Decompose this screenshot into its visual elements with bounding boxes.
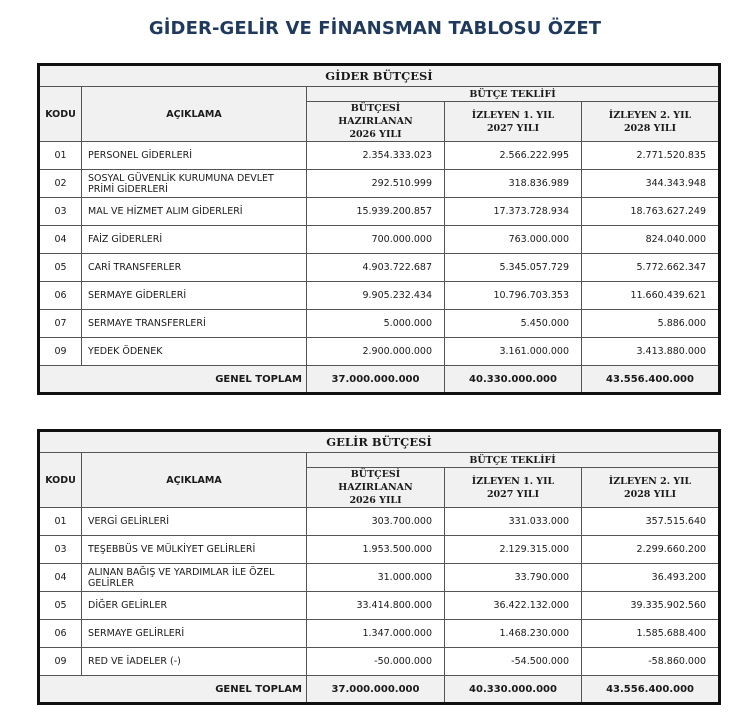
- cell-description: MAL VE HİZMET ALIM GİDERLERİ: [82, 198, 307, 226]
- cell-description: PERSONEL GİDERLERİ: [82, 142, 307, 170]
- cell-2028: 2.771.520.835: [582, 142, 720, 170]
- cell-2026: 9.905.232.434: [307, 282, 445, 310]
- cell-2026: 2.354.333.023: [307, 142, 445, 170]
- cell-2028: 36.493.200: [582, 564, 720, 592]
- cell-description: RED VE İADELER (-): [82, 648, 307, 676]
- table-row: [39, 620, 720, 648]
- cell-2027: 3.161.000.000: [445, 338, 582, 366]
- header-line: İZLEYEN 1. YIL: [471, 475, 555, 487]
- header-line: 2028 YILI: [623, 488, 677, 500]
- cell-2027: 331.033.000: [445, 508, 582, 536]
- cell-code: 01: [39, 142, 82, 170]
- cell-2028: 357.515.640: [582, 508, 720, 536]
- table-row: [39, 648, 720, 676]
- cell-2026: 31.000.000: [307, 564, 445, 592]
- column-header-2027: [445, 468, 582, 508]
- total-2026: 37.000.000.000: [307, 366, 445, 394]
- table-title: GELİR BÜTÇESİ: [39, 431, 720, 453]
- table-row: [39, 282, 720, 310]
- cell-2026: 33.414.800.000: [307, 592, 445, 620]
- cell-2027: 10.796.703.353: [445, 282, 582, 310]
- cell-description: TEŞEBBÜS VE MÜLKİYET GELİRLERİ: [82, 536, 307, 564]
- table-row: [39, 254, 720, 282]
- total-2026: 37.000.000.000: [307, 676, 445, 704]
- header-line: 2028 YILI: [623, 122, 677, 134]
- column-header-2026: [307, 102, 445, 142]
- cell-code: 03: [39, 536, 82, 564]
- table-row: [39, 338, 720, 366]
- gider-butcesi-table: [37, 63, 721, 395]
- cell-code: 03: [39, 198, 82, 226]
- cell-2027: 1.468.230.000: [445, 620, 582, 648]
- cell-code: 04: [39, 226, 82, 254]
- total-2028: 43.556.400.000: [582, 676, 720, 704]
- cell-description: VERGİ GELİRLERİ: [82, 508, 307, 536]
- cell-2028: 11.660.439.621: [582, 282, 720, 310]
- cell-2027: 5.450.000: [445, 310, 582, 338]
- cell-2027: 318.836.989: [445, 170, 582, 198]
- total-row: [39, 676, 720, 704]
- cell-2028: 344.343.948: [582, 170, 720, 198]
- cell-2027: 36.422.132.000: [445, 592, 582, 620]
- table-row: [39, 508, 720, 536]
- cell-description: FAİZ GİDERLERİ: [82, 226, 307, 254]
- cell-2026: -50.000.000: [307, 648, 445, 676]
- total-row: [39, 366, 720, 394]
- table-row: [39, 198, 720, 226]
- column-header-2028: [582, 468, 720, 508]
- cell-code: 06: [39, 620, 82, 648]
- cell-code: 05: [39, 254, 82, 282]
- cell-2027: 2.566.222.995: [445, 142, 582, 170]
- cell-2028: 18.763.627.249: [582, 198, 720, 226]
- table-row: [39, 536, 720, 564]
- total-2027: 40.330.000.000: [445, 676, 582, 704]
- cell-2028: 39.335.902.560: [582, 592, 720, 620]
- column-header-2027: [445, 102, 582, 142]
- cell-code: 09: [39, 648, 82, 676]
- cell-2026: 15.939.200.857: [307, 198, 445, 226]
- cell-code: 07: [39, 310, 82, 338]
- column-header-kodu: KODU: [39, 87, 82, 142]
- cell-2027: 5.345.057.729: [445, 254, 582, 282]
- table-row: [39, 170, 720, 198]
- cell-2028: 5.886.000: [582, 310, 720, 338]
- cell-2027: 763.000.000: [445, 226, 582, 254]
- cell-description: CARİ TRANSFERLER: [82, 254, 307, 282]
- cell-code: 01: [39, 508, 82, 536]
- cell-code: 09: [39, 338, 82, 366]
- header-line: 2026 YILI: [349, 495, 402, 506]
- cell-description: DİĞER GELİRLER: [82, 592, 307, 620]
- cell-code: 04: [39, 564, 82, 592]
- cell-2026: 292.510.999: [307, 170, 445, 198]
- cell-2028: 2.299.660.200: [582, 536, 720, 564]
- cell-code: 05: [39, 592, 82, 620]
- total-2028: 43.556.400.000: [582, 366, 720, 394]
- page-title: GİDER-GELİR VE FİNANSMAN TABLOSU ÖZET: [148, 18, 602, 39]
- column-group-butce-teklifi: BÜTÇE TEKLİFİ: [307, 87, 720, 102]
- cell-description: SERMAYE TRANSFERLERİ: [82, 310, 307, 338]
- total-label: GENEL TOPLAM: [39, 676, 307, 704]
- header-line: BÜTÇESİ HAZIRLANAN: [338, 103, 413, 127]
- column-header-kodu: KODU: [39, 453, 82, 508]
- column-header-aciklama: AÇIKLAMA: [82, 453, 307, 508]
- cell-2026: 5.000.000: [307, 310, 445, 338]
- table-row: [39, 226, 720, 254]
- cell-code: 02: [39, 170, 82, 198]
- cell-2027: -54.500.000: [445, 648, 582, 676]
- cell-2027: 33.790.000: [445, 564, 582, 592]
- header-line: İZLEYEN 2. YIL: [608, 109, 692, 121]
- table-row: [39, 142, 720, 170]
- cell-code: 06: [39, 282, 82, 310]
- cell-2028: 3.413.880.000: [582, 338, 720, 366]
- cell-2027: 2.129.315.000: [445, 536, 582, 564]
- column-header-aciklama: AÇIKLAMA: [82, 87, 307, 142]
- header-line: 2027 YILI: [486, 488, 540, 500]
- cell-description: SOSYAL GÜVENLİK KURUMUNA DEVLET PRİMİ GİDERLERİ: [82, 170, 307, 198]
- cell-2028: 5.772.662.347: [582, 254, 720, 282]
- cell-2026: 700.000.000: [307, 226, 445, 254]
- column-header-2026: [307, 468, 445, 508]
- table-row: [39, 310, 720, 338]
- header-line: 2026 YILI: [349, 129, 402, 140]
- cell-2028: 1.585.688.400: [582, 620, 720, 648]
- header-line: 2027 YILI: [486, 122, 540, 134]
- gelir-butcesi-table: [37, 429, 721, 705]
- cell-2027: 17.373.728.934: [445, 198, 582, 226]
- column-group-butce-teklifi: BÜTÇE TEKLİFİ: [307, 453, 720, 468]
- cell-2026: 1.347.000.000: [307, 620, 445, 648]
- table-row: [39, 564, 720, 592]
- table-row: [39, 592, 720, 620]
- cell-2026: 4.903.722.687: [307, 254, 445, 282]
- cell-2026: 303.700.000: [307, 508, 445, 536]
- cell-2026: 2.900.000.000: [307, 338, 445, 366]
- cell-2028: 824.040.000: [582, 226, 720, 254]
- cell-description: SERMAYE GİDERLERİ: [82, 282, 307, 310]
- header-line: İZLEYEN 2. YIL: [608, 475, 692, 487]
- cell-2026: 1.953.500.000: [307, 536, 445, 564]
- cell-description: YEDEK ÖDENEK: [82, 338, 307, 366]
- header-line: BÜTÇESİ HAZIRLANAN: [338, 469, 413, 493]
- column-header-2028: [582, 102, 720, 142]
- cell-description: ALINAN BAĞIŞ VE YARDIMLAR İLE ÖZEL GELİRLER: [82, 564, 307, 592]
- total-label: GENEL TOPLAM: [39, 366, 307, 394]
- cell-2028: -58.860.000: [582, 648, 720, 676]
- table-title: GİDER BÜTÇESİ: [39, 65, 720, 87]
- header-line: İZLEYEN 1. YIL: [471, 109, 555, 121]
- total-2027: 40.330.000.000: [445, 366, 582, 394]
- cell-description: SERMAYE GELİRLERİ: [82, 620, 307, 648]
